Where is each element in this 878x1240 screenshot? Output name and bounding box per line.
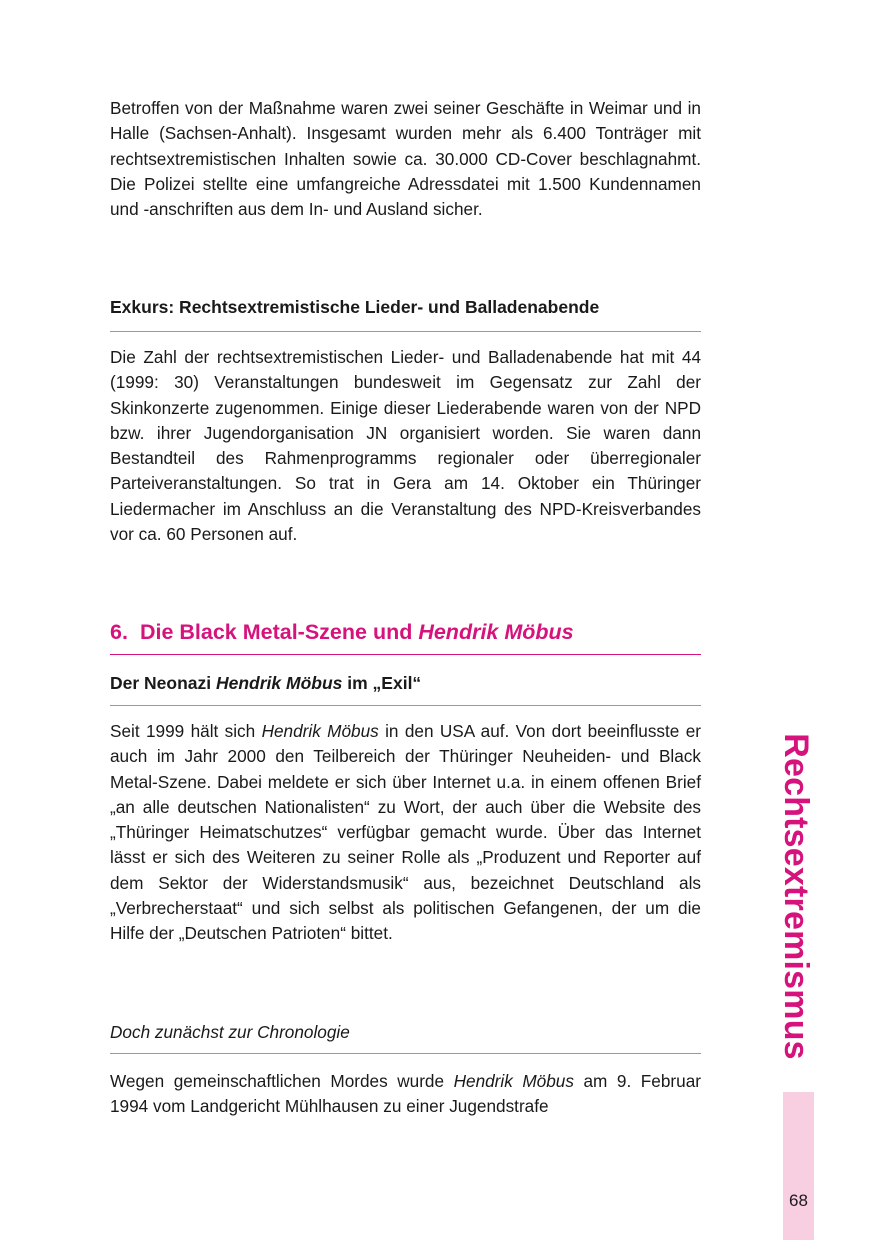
paragraph-seizure [110, 96, 701, 222]
paragraph-chronology-italic: Hendrik Möbus [453, 1071, 574, 1091]
paragraph-chronology-pre: Wegen gemeinschaftlichen Mordes wurde [110, 1071, 454, 1091]
section-title [110, 618, 710, 646]
chapter-side-label: Rechtsextremismus [776, 732, 815, 1060]
subsection-heading-italic: Hendrik Möbus [216, 673, 343, 693]
chapter-side-tab [775, 732, 815, 1060]
section-rule [110, 654, 701, 655]
subsection-heading-post: im „Exil“ [342, 673, 422, 693]
paragraph-exile-italic: Hendrik Möbus [261, 721, 379, 741]
paragraph-exile [110, 719, 701, 947]
paragraph-text: Betroffen von der Maßnahme waren zwei seiner Geschäfte in Weimar und in Halle (Sachsen-Anhalt). Insgesamt wurden mehr als 6.400 Tonträger mit rechtsextremistischen Inhalten sowie ca. 30.000 CD-Cover beschlagnahmt. Die Polizei stellte eine umfangreiche Adressdatei mit 1.500 Kundennamen und -anschriften aus dem In- und Ausland sicher. [110, 98, 701, 220]
subsection-heading-pre: Der Neonazi [110, 673, 216, 693]
excursus-rule [110, 331, 701, 332]
paragraph-chronology [110, 1069, 701, 1120]
page-tab-bar [783, 1092, 814, 1240]
paragraph-excursus [110, 345, 701, 547]
page-number: 68 [789, 1191, 808, 1210]
chronology-rule [110, 1053, 701, 1054]
subsection-rule [110, 705, 701, 706]
chronology-heading: Doch zunächst zur Chronologie [110, 1022, 350, 1042]
paragraph-exile-post: in den USA auf. Von dort beeinflusste er auch im Jahr 2000 den Teilbereich der Thüringer Neuheiden- und Black Metal-Szene. Dabei meldete er sich über Internet u.a. in einem offenen Brief „an alle deutschen Nationalisten“ zu Wort, der auch über die Website des „Thüringer Heimatschutzes“ verfügbar gemacht wurde. Über das Internet lässt er sich des Weiteren zu seiner Rolle als „Produzent und Reporter auf dem Sektor der Widerstandsmusik“ aus, bezeichnet Deutschland als „Verbrecherstaat“ und sich selbst als politischen Gefangenen, der um die Hilfe der „Deutschen Patrioten“ bittet. [110, 721, 701, 944]
section-title-plain: Die Black Metal-Szene und [139, 620, 419, 644]
section-title-italic: Hendrik Möbus [418, 620, 574, 644]
excursus-heading: Exkurs: Rechtsextremistische Lieder- und Balladenabende [110, 297, 600, 317]
section-number: 6. [110, 620, 128, 644]
paragraph-chronology-post: am 9. Februar 1994 vom Landgericht Mühlhausen zu einer Jugendstrafe [110, 1071, 701, 1117]
paragraph-text: Die Zahl der rechtsextremistischen Lieder- und Balladenabende hat mit 44 (1999: 30) Veranstaltungen bundesweit im Gegensatz zur Zahl der Skinkonzerte zugenommen. Einige dieser Liederabende waren von der NPD bzw. ihrer Jugendorganisation JN organisiert worden. Sie waren dann Bestandteil des Rahmenprogramms regionaler oder überregionaler Parteiveranstaltungen. So trat in Gera am 14. Oktober ein Thüringer Liedermacher im Anschluss an die Veranstaltung des NPD-Kreisverbandes vor ca. 60 Personen auf. [110, 347, 701, 545]
subsection-heading [110, 671, 701, 695]
paragraph-exile-pre: Seit 1999 hält sich [110, 721, 262, 741]
paragraph-text [110, 719, 701, 947]
paragraph-text [110, 1069, 701, 1120]
